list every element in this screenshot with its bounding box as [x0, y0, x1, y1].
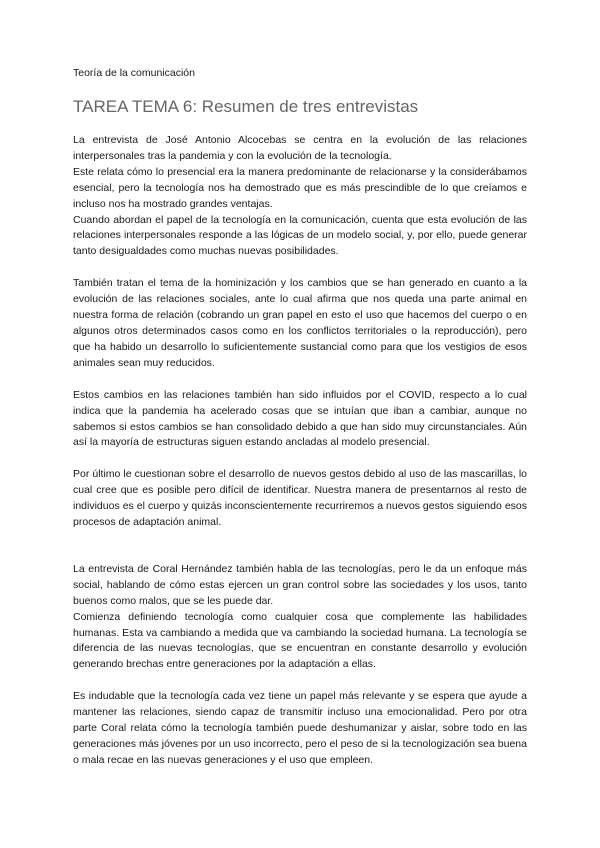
- document-page: [73, 66, 527, 769]
- paragraph-line: Cuando abordan el papel de la tecnología en la comunicación, cuenta que esta evolución de las relaciones interpersonales responde a las lógicas de un modelo social, y, por ello, puede generar tanto desigualdades como muchas nuevas posibilidades.: [73, 213, 527, 258]
- paragraph-5: [73, 562, 527, 673]
- course-subject: Teoría de la comunicación: [73, 67, 195, 79]
- paragraph-line: Por último le cuestionan sobre el desarrollo de nuevos gestos debido al uso de las mascarillas, lo cual cree que es posible pero difícil de identificar. Nuestra manera de presentarnos al resto de individuos es el cuerpo y quizás inconscientemente recurriremos a nuevos gestos siguiendo esos procesos de adaptación animal.: [73, 468, 527, 529]
- document-title: TAREA TEMA 6: Resumen de tres entrevistas: [73, 97, 419, 116]
- paragraph-line: Es indudable que la tecnología cada vez tiene un papel más relevante y se espera que ayude a mantener las relaciones, siendo capaz de transmitir incluso una emocionalidad. Pero por otra parte Coral relata cómo la tecnología también puede deshumanizar y aislar, sobre todo en las generaciones más jóvenes por un uso incorrecto, pero el peso de si la tecnologización sea buena o mala recae en las nuevas generaciones y el uso que empleen.: [73, 690, 527, 766]
- paragraph-1: [73, 133, 527, 260]
- paragraph-2: [73, 276, 527, 371]
- paragraph-4: [73, 467, 527, 531]
- paragraph-line: Estos cambios en las relaciones también han sido influidos por el COVID, respecto a lo cual indica que la pandemia ha acelerado cosas que se intuían que iban a cambiar, aunque no sabemos si estos cambios se han consolidado debido a que han sido muy circunstanciales. Aún así la mayoría de estructuras siguen estando ancladas al modelo presencial.: [73, 388, 527, 449]
- paragraph-line: También tratan el tema de la hominización y los cambios que se han generado en cuanto a la evolución de las relaciones sociales, ante lo cual afirma que nos queda una parte animal en nuestra forma de relación (cobrando un gran papel en esto el uso que hacemos del cuerpo o en algunos otros determinados casos como en los conflictos territoriales o la reproducción), pero que ha habido un desarrollo lo suficientemente sustancial como para que los vestigios de esos animales sean muy reducidos.: [73, 277, 527, 369]
- paragraph-line: La entrevista de Coral Hernández también habla de las tecnologías, pero le da un enfoque más social, hablando de cómo estas ejercen un gran control sobre las sociedades y los usos, tanto buenos como malos, que se les puede dar.: [73, 562, 527, 607]
- paragraph-line: La entrevista de José Antonio Alcocebas se centra en la evolución de las relaciones interpersonales tras la pandemia y con la evolución de la tecnología.: [73, 134, 527, 162]
- paragraph-line: Este relata cómo lo presencial era la manera predominante de relacionarse y la considerábamos esencial, pero la tecnología nos ha demostrado que es más prescindible de lo que creíamos e incluso nos ha mostrado grandes ventajas.: [73, 165, 527, 210]
- paragraph-3: [73, 388, 527, 452]
- paragraph-line: Comienza definiendo tecnología como cualquier cosa que complemente las habilidades humanas. Esta va cambiando a medida que va cambiando la sociedad humana. La tecnología se diferencia de las nuevas tecnologías, que se encuentran en constante desarrollo y evolución generando brechas entre generaciones por la adaptación a ellas.: [73, 610, 527, 671]
- paragraph-6: [73, 689, 527, 769]
